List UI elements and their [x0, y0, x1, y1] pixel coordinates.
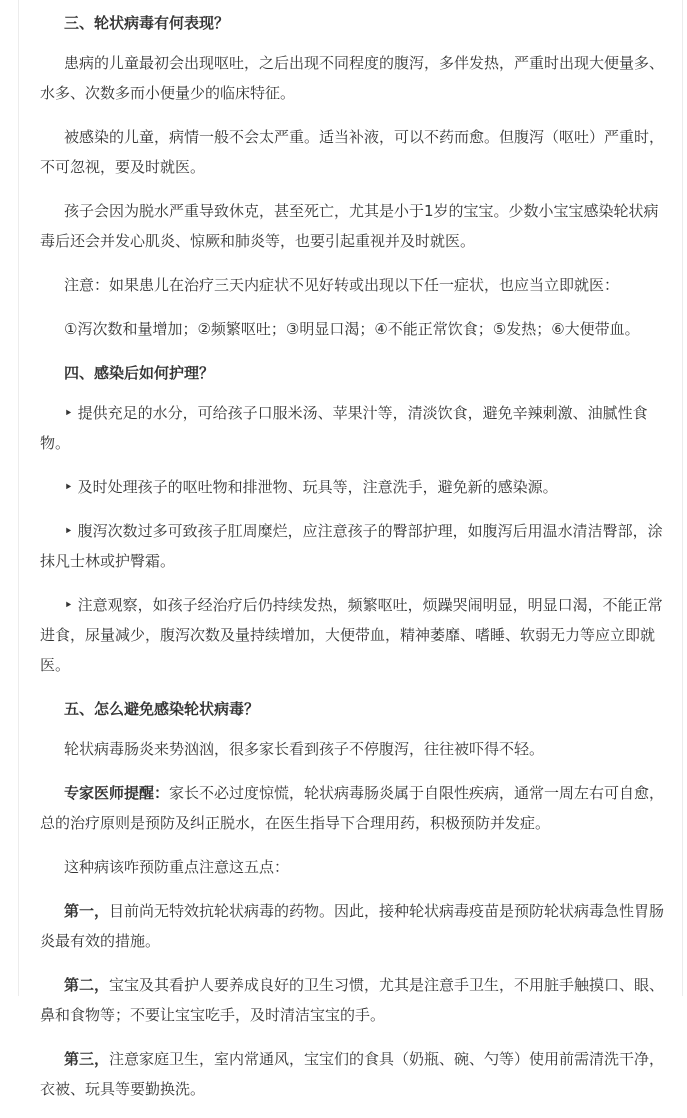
prevention-point-3-text: 注意家庭卫生，室内常通风，宝宝们的食具（奶瓶、碗、勺等）使用前需清洗干净，衣被、玩具等要勤换洗。 — [40, 1050, 665, 1098]
expert-reminder — [40, 778, 670, 838]
prevention-point-1 — [40, 896, 670, 956]
prevention-point-1-text: 目前尚无特效抗轮状病毒的药物。因此，接种轮状病毒疫苗是预防轮状病毒急性胃肠炎最有效的措施。 — [40, 902, 665, 950]
section-5-paragraph-3: 这种病该咋预防重点注意这五点： — [64, 858, 290, 876]
section-3-heading: 三、轮状病毒有何表现？ — [64, 14, 230, 32]
section-4-heading: 四、感染后如何护理？ — [64, 364, 215, 382]
page-border-left — [18, 0, 19, 996]
care-item-2: ‣ 及时处理孩子的呕吐物和排泄物、玩具等，注意洗手，避免新的感染源。 — [64, 478, 558, 496]
section-3-paragraph-3: 孩子会因为脱水严重导致休克，甚至死亡，尤其是小于1岁的宝宝。少数小宝宝感染轮状病毒后还会并发心肌炎、惊厥和肺炎等，也要引起重视并及时就医。 — [40, 202, 659, 250]
care-item-1: ‣ 提供充足的水分，可给孩子口服米汤、苹果汁等，清淡饮食，避免辛辣刺激、油腻性食物。 — [40, 404, 648, 452]
prevention-point-2-label: 第二， — [64, 976, 110, 994]
prevention-point-2 — [40, 970, 670, 1030]
article-body — [40, 0, 670, 1118]
expert-reminder-label: 专家医师提醒： — [64, 784, 170, 802]
section-3-paragraph-2: 被感染的儿童，病情一般不会太严重。适当补液，可以不药而愈。但腹泻（呕吐）严重时，不可忽视，要及时就医。 — [40, 128, 665, 176]
section-3-paragraph-1: 患病的儿童最初会出现呕吐，之后出现不同程度的腹泻，多伴发热，严重时出现大便量多、水多、次数多而小便量少的临床特征。 — [40, 54, 665, 102]
prevention-point-1-label: 第一， — [64, 902, 110, 920]
expert-reminder-text: 家长不必过度惊慌，轮状病毒肠炎属于自限性疾病，通常一周左右可自愈，总的治疗原则是预防及纠正脱水，在医生指导下合理用药，积极预防并发症。 — [40, 784, 665, 832]
care-item-3: ‣ 腹泻次数过多可致孩子肛周糜烂，应注意孩子的臀部护理，如腹泻后用温水清洁臀部，涂抹凡士林或护臀霜。 — [40, 522, 663, 570]
page-border-right — [682, 0, 683, 996]
section-5-heading: 五、怎么避免感染轮状病毒？ — [64, 700, 260, 718]
care-item-4: ‣ 注意观察，如孩子经治疗后仍持续发热，频繁呕吐，烦躁哭闹明显，明显口渴，不能正常进食，尿量减少，腹泻次数及量持续增加，大便带血，精神萎靡、嗜睡、软弱无力等应立即就医。 — [40, 596, 663, 674]
prevention-point-3 — [40, 1044, 670, 1104]
prevention-point-2-text: 宝宝及其看护人要养成良好的卫生习惯，尤其是注意手卫生，不用脏手触摸口、眼、鼻和食物等；不要让宝宝吃手，及时清洁宝宝的手。 — [40, 976, 665, 1024]
prevention-point-3-label: 第三， — [64, 1050, 110, 1068]
section-3-notice: 注意：如果患儿在治疗三天内症状不见好转或出现以下任一症状，也应当立即就医： — [64, 276, 620, 294]
section-3-symptom-list: ①泻次数和量增加；②频繁呕吐；③明显口渴；④不能正常饮食；⑤发热；⑥大便带血。 — [64, 320, 640, 338]
section-5-paragraph-1: 轮状病毒肠炎来势汹汹，很多家长看到孩子不停腹泻，往往被吓得不轻。 — [64, 740, 545, 758]
